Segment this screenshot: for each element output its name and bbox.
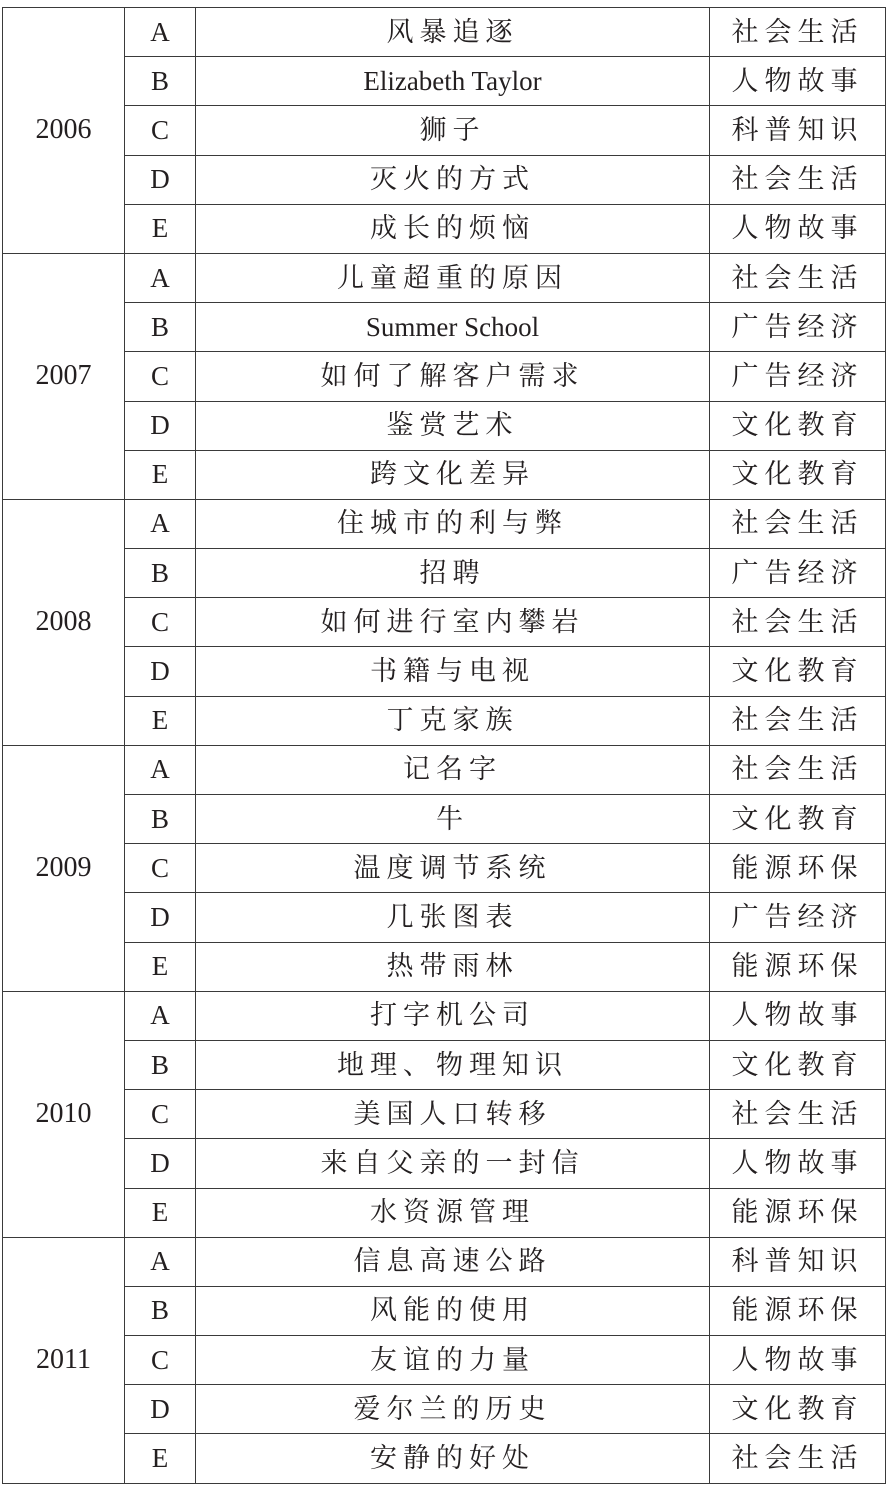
passage-letter-cell: D	[125, 401, 196, 450]
category-cell: 社会生活	[710, 598, 886, 647]
passage-letter-cell: A	[125, 991, 196, 1040]
year-cell: 2007	[3, 253, 125, 499]
passage-letter-cell: B	[125, 1286, 196, 1335]
topic-cell: 如何进行室内攀岩	[196, 598, 710, 647]
topic-cell: 如何了解客户需求	[196, 352, 710, 401]
table-row	[3, 401, 886, 450]
category-cell: 人物故事	[710, 57, 886, 106]
table-row	[3, 1040, 886, 1089]
year-cell: 2011	[3, 1237, 125, 1483]
passage-letter-cell: B	[125, 549, 196, 598]
topic-cell: 美国人口转移	[196, 1090, 710, 1139]
topic-cell: 儿童超重的原因	[196, 253, 710, 302]
passage-letter-cell: D	[125, 647, 196, 696]
topic-cell: 记名字	[196, 745, 710, 794]
category-cell: 广告经济	[710, 303, 886, 352]
passage-letter-cell: E	[125, 696, 196, 745]
passage-letter-cell: C	[125, 106, 196, 155]
category-cell: 社会生活	[710, 8, 886, 57]
passage-letter-cell: B	[125, 303, 196, 352]
topic-cell: 热带雨林	[196, 942, 710, 991]
table-row	[3, 745, 886, 794]
topic-cell: 友谊的力量	[196, 1336, 710, 1385]
table-row	[3, 1090, 886, 1139]
passage-letter-cell: B	[125, 1040, 196, 1089]
passage-letter-cell: E	[125, 942, 196, 991]
topic-cell: 牛	[196, 795, 710, 844]
category-cell: 文化教育	[710, 401, 886, 450]
passage-letter-cell: E	[125, 450, 196, 499]
passage-letter-cell: A	[125, 745, 196, 794]
category-cell: 能源环保	[710, 844, 886, 893]
category-cell: 社会生活	[710, 155, 886, 204]
table-row	[3, 1139, 886, 1188]
passage-letter-cell: E	[125, 1188, 196, 1237]
year-cell: 2006	[3, 8, 125, 254]
category-cell: 人物故事	[710, 991, 886, 1040]
passage-letter-cell: E	[125, 1434, 196, 1483]
category-cell: 广告经济	[710, 352, 886, 401]
category-cell: 科普知识	[710, 1237, 886, 1286]
topic-cell: 温度调节系统	[196, 844, 710, 893]
topic-cell: 风暴追逐	[196, 8, 710, 57]
table-row	[3, 57, 886, 106]
topic-cell: 灭火的方式	[196, 155, 710, 204]
passage-letter-cell: C	[125, 1336, 196, 1385]
topic-cell: 成长的烦恼	[196, 204, 710, 253]
category-cell: 能源环保	[710, 942, 886, 991]
category-cell: 能源环保	[710, 1286, 886, 1335]
passage-letter-cell: A	[125, 1237, 196, 1286]
passage-letter-cell: D	[125, 155, 196, 204]
topic-table-container	[2, 7, 885, 1484]
category-cell: 文化教育	[710, 1385, 886, 1434]
passage-letter-cell: D	[125, 893, 196, 942]
table-row	[3, 1286, 886, 1335]
topic-cell: 招聘	[196, 549, 710, 598]
passage-letter-cell: D	[125, 1139, 196, 1188]
passage-letter-cell: C	[125, 1090, 196, 1139]
topic-cell: Elizabeth Taylor	[196, 57, 710, 106]
topic-cell: 地理、物理知识	[196, 1040, 710, 1089]
table-row	[3, 647, 886, 696]
table-row	[3, 795, 886, 844]
table-row	[3, 155, 886, 204]
category-cell: 社会生活	[710, 499, 886, 548]
category-cell: 社会生活	[710, 1434, 886, 1483]
category-cell: 能源环保	[710, 1188, 886, 1237]
table-row	[3, 450, 886, 499]
topic-cell: Summer School	[196, 303, 710, 352]
passage-letter-cell: B	[125, 57, 196, 106]
topic-cell: 风能的使用	[196, 1286, 710, 1335]
passage-letter-cell: E	[125, 204, 196, 253]
topic-table	[2, 7, 886, 1484]
table-row	[3, 1385, 886, 1434]
category-cell: 科普知识	[710, 106, 886, 155]
table-row	[3, 1336, 886, 1385]
topic-cell: 来自父亲的一封信	[196, 1139, 710, 1188]
table-row	[3, 696, 886, 745]
category-cell: 社会生活	[710, 253, 886, 302]
topic-cell: 住城市的利与弊	[196, 499, 710, 548]
topic-cell: 跨文化差异	[196, 450, 710, 499]
category-cell: 人物故事	[710, 1336, 886, 1385]
category-cell: 人物故事	[710, 204, 886, 253]
topic-cell: 水资源管理	[196, 1188, 710, 1237]
topic-cell: 打字机公司	[196, 991, 710, 1040]
category-cell: 社会生活	[710, 1090, 886, 1139]
category-cell: 广告经济	[710, 893, 886, 942]
table-row	[3, 8, 886, 57]
topic-table-body	[3, 8, 886, 1484]
table-row	[3, 1237, 886, 1286]
passage-letter-cell: C	[125, 844, 196, 893]
year-cell: 2010	[3, 991, 125, 1237]
table-row	[3, 598, 886, 647]
category-cell: 广告经济	[710, 549, 886, 598]
category-cell: 社会生活	[710, 696, 886, 745]
table-row	[3, 1188, 886, 1237]
table-row	[3, 549, 886, 598]
topic-cell: 安静的好处	[196, 1434, 710, 1483]
topic-cell: 狮子	[196, 106, 710, 155]
year-cell: 2009	[3, 745, 125, 991]
table-row	[3, 499, 886, 548]
passage-letter-cell: A	[125, 253, 196, 302]
topic-cell: 鉴赏艺术	[196, 401, 710, 450]
topic-cell: 几张图表	[196, 893, 710, 942]
topic-cell: 信息高速公路	[196, 1237, 710, 1286]
table-row	[3, 893, 886, 942]
topic-cell: 书籍与电视	[196, 647, 710, 696]
topic-cell: 丁克家族	[196, 696, 710, 745]
category-cell: 文化教育	[710, 647, 886, 696]
table-row	[3, 844, 886, 893]
passage-letter-cell: A	[125, 8, 196, 57]
passage-letter-cell: D	[125, 1385, 196, 1434]
year-cell: 2008	[3, 499, 125, 745]
table-row	[3, 991, 886, 1040]
table-row	[3, 942, 886, 991]
passage-letter-cell: C	[125, 352, 196, 401]
table-row	[3, 352, 886, 401]
table-row	[3, 204, 886, 253]
category-cell: 人物故事	[710, 1139, 886, 1188]
passage-letter-cell: B	[125, 795, 196, 844]
topic-cell: 爱尔兰的历史	[196, 1385, 710, 1434]
table-row	[3, 253, 886, 302]
table-row	[3, 303, 886, 352]
table-row	[3, 1434, 886, 1483]
passage-letter-cell: A	[125, 499, 196, 548]
category-cell: 社会生活	[710, 745, 886, 794]
category-cell: 文化教育	[710, 1040, 886, 1089]
passage-letter-cell: C	[125, 598, 196, 647]
category-cell: 文化教育	[710, 795, 886, 844]
table-row	[3, 106, 886, 155]
category-cell: 文化教育	[710, 450, 886, 499]
